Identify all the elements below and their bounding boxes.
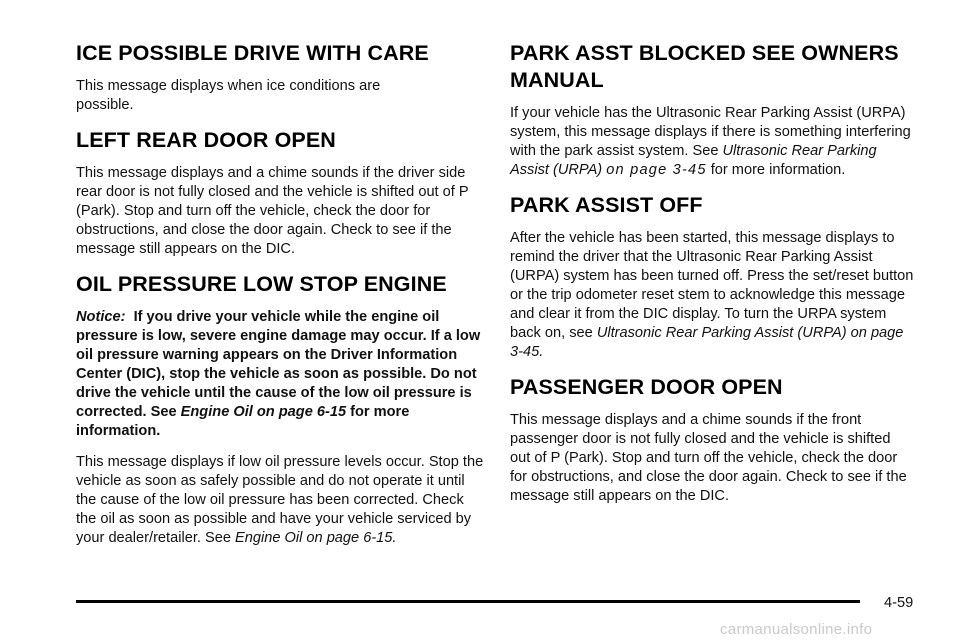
watermark: carmanualsonline.info xyxy=(720,621,873,638)
section-heading: OIL PRESSURE LOW STOP ENGINE xyxy=(76,272,447,296)
section-heading: PARK ASSIST OFF xyxy=(510,193,703,217)
section-body: This message displays and a chime sounds if the driver side rear door is not fully closed and the vehicle is shifted out of P (Park). Stop and turn off the vehicle, check the door for obstructions, and close the door again. Check to see if the message still appears on the DIC. xyxy=(76,165,469,257)
cross-reference: Engine Oil on page 6-15. xyxy=(235,530,397,546)
body-text: This message displays if low oil pressure levels occur. Stop the vehicle as soon as safely possible and do not operate it until the cause of the low oil pressure has been corrected. Check the oil as soon as possible and have your vehicle serviced by your dealer/retailer. See xyxy=(76,454,484,546)
section-oil-pressure-low xyxy=(76,271,488,548)
body-text: After the vehicle has been started, this message displays to remind the driver that the Ultrasonic Rear Parking Assist (URPA) system has been turned off. Press the set/reset button or the trip odometer reset stem to acknowledge this message and clear it from the DIC display. To turn the URPA system back on, see xyxy=(510,230,914,341)
section-heading: LEFT REAR DOOR OPEN xyxy=(76,128,336,152)
notice-text: If you drive your vehicle while the engine oil pressure is low, severe engine damage may occur. If a low oil pressure warning appears on the Driver Information Center (DIC), stop the vehicle as soon as possible. Do not drive the vehicle until the cause of the low oil pressure is corrected. See xyxy=(76,309,481,420)
section-body: This message displays when ice conditions are possible. xyxy=(76,78,381,113)
page-number: 4-59 xyxy=(884,595,914,611)
section-body xyxy=(76,453,488,548)
cross-reference: Ultrasonic Rear Parking Assist (URPA) on page 3-45. xyxy=(510,325,904,360)
notice-paragraph xyxy=(76,308,488,441)
notice-tail: for more information. xyxy=(76,404,410,439)
cross-reference: Ultrasonic Rear Parking Assist (URPA) xyxy=(510,143,877,178)
section-heading: ICE POSSIBLE DRIVE WITH CARE xyxy=(76,41,429,65)
section-body: This message displays and a chime sounds if the front passenger door is not fully closed and the vehicle is shifted out of P (Park). Stop and turn off the vehicle, check the door for obstructions, and close the door again. Check to see if the message still appears on the DIC. xyxy=(510,412,907,504)
body-tail: for more information. xyxy=(710,162,846,178)
notice-cross-reference: Engine Oil on page 6-15 xyxy=(180,404,347,420)
section-heading: PASSENGER DOOR OPEN xyxy=(510,375,783,399)
left-column xyxy=(76,40,488,560)
section-park-assist-off xyxy=(510,192,914,362)
body-text: If your vehicle has the Ultrasonic Rear Parking Assist (URPA) system, this message displays if there is something interfering with the park assist system. See xyxy=(510,105,911,159)
section-body xyxy=(510,104,914,180)
right-column xyxy=(510,40,914,518)
section-left-rear-door-open xyxy=(76,127,488,259)
section-passenger-door-open xyxy=(510,374,914,506)
section-heading: PARK ASST BLOCKED SEE OWNERS MANUAL xyxy=(510,41,899,92)
notice-label: Notice: xyxy=(76,309,126,325)
cross-reference-page: on page 3-45 xyxy=(606,162,707,178)
section-body xyxy=(510,229,914,362)
footer-rule xyxy=(76,600,860,603)
section-ice-possible xyxy=(76,40,488,115)
section-park-asst-blocked xyxy=(510,40,914,180)
